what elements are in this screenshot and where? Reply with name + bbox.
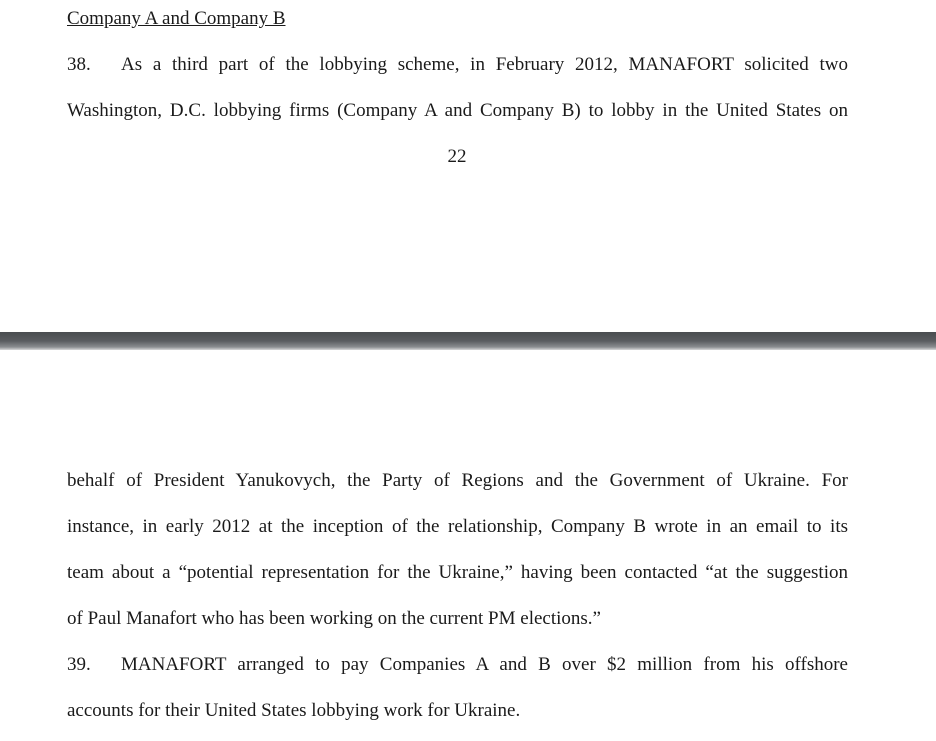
paragraph-39-text-1: MANAFORT arranged to pay Companies A and B over $2 million from his offshore (121, 654, 848, 675)
paragraph-38-line-1 (67, 53, 848, 77)
page-23 (0, 350, 936, 741)
paragraph-38-line-2: Washington, D.C. lobbying firms (Company A and Company B) to lobby in the United States on (67, 100, 848, 121)
paragraph-38-continued-line-2: instance, in early 2012 at the inception of the relationship, Company B wrote in an email to its (67, 516, 848, 537)
paragraph-38-continued-line-3: team about a “potential representation for the Ukraine,” having been contacted “at the suggestion (67, 562, 848, 583)
paragraph-38-text-1: As a third part of the lobbying scheme, in February 2012, MANAFORT solicited two (121, 54, 848, 75)
page-number: 22 (447, 146, 467, 167)
paragraph-38-continued-line-1: behalf of President Yanukovych, the Party of Regions and the Government of Ukraine. For (67, 470, 848, 491)
paragraph-38-continued-line-4: of Paul Manafort who has been working on the current PM elections.” (67, 608, 601, 629)
paragraph-39-line-1 (67, 653, 848, 677)
paragraph-39-line-2: accounts for their United States lobbying work for Ukraine. (67, 700, 521, 721)
page-22 (0, 0, 936, 332)
page-separator (0, 332, 936, 350)
section-heading: Company A and Company B (67, 8, 286, 29)
paragraph-38-number: 38. (67, 54, 91, 75)
paragraph-39-number: 39. (67, 654, 91, 675)
